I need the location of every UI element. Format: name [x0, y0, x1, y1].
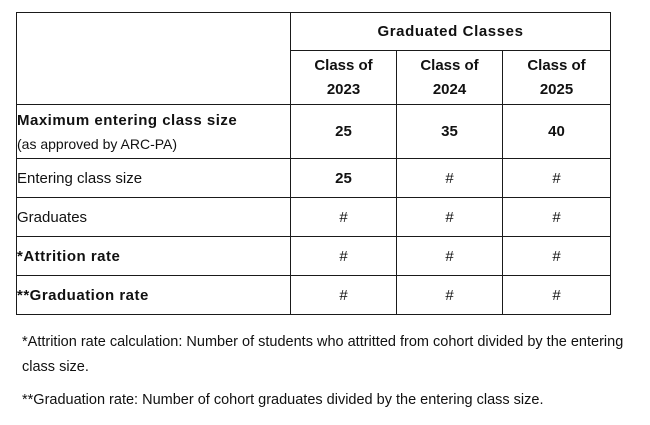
table-cell: # [397, 237, 503, 276]
table-cell: # [291, 276, 397, 315]
table-cell: 25 [291, 159, 397, 198]
table-cell: # [503, 159, 611, 198]
table-cell: # [291, 237, 397, 276]
table-cell: # [503, 198, 611, 237]
row-label-graduates: Graduates [17, 198, 291, 237]
row-label-max-entering [17, 105, 291, 159]
class-2023-header [291, 51, 397, 105]
table-cell: # [503, 276, 611, 315]
table-row-graduation [17, 276, 611, 315]
class-header-year: 2023 [326, 80, 361, 98]
class-2024-header [397, 51, 503, 105]
class-header-line1: Class of [314, 56, 373, 74]
table-row-entering [17, 159, 611, 198]
table-cell: # [397, 276, 503, 315]
table-row-max-entering [17, 105, 611, 159]
empty-corner-cell [17, 13, 291, 105]
class-header-line1: Class of [527, 56, 586, 74]
footnotes [22, 330, 632, 421]
table-cell: 35 [397, 105, 503, 159]
table-cell: 25 [291, 105, 397, 159]
class-2025-header [503, 51, 611, 105]
table-row-attrition [17, 237, 611, 276]
graduation-footnote: **Graduation rate: Number of cohort graduates divided by the entering class size. [22, 392, 544, 408]
row-label-attrition: *Attrition rate [17, 237, 291, 276]
table-cell: 40 [503, 105, 611, 159]
row-label-graduation: **Graduation rate [17, 276, 291, 315]
group-header-row [17, 13, 611, 51]
row-label-sub: (as approved by ARC-PA) [17, 135, 178, 152]
class-header-year: 2025 [539, 80, 574, 98]
class-header-year: 2024 [432, 80, 467, 98]
table-cell: # [397, 198, 503, 237]
class-header-line1: Class of [420, 56, 479, 74]
class-outcomes-table [16, 12, 611, 315]
row-label-entering: Entering class size [17, 159, 291, 198]
table-cell: # [397, 159, 503, 198]
graduated-classes-header: Graduated Classes [291, 13, 611, 51]
table-cell: # [503, 237, 611, 276]
row-label-main: Maximum entering class size [17, 111, 238, 129]
attrition-footnote: *Attrition rate calculation: Number of students who attritted from cohort divided by the entering class size. [22, 334, 624, 375]
table-cell: # [291, 198, 397, 237]
table-row-graduates [17, 198, 611, 237]
